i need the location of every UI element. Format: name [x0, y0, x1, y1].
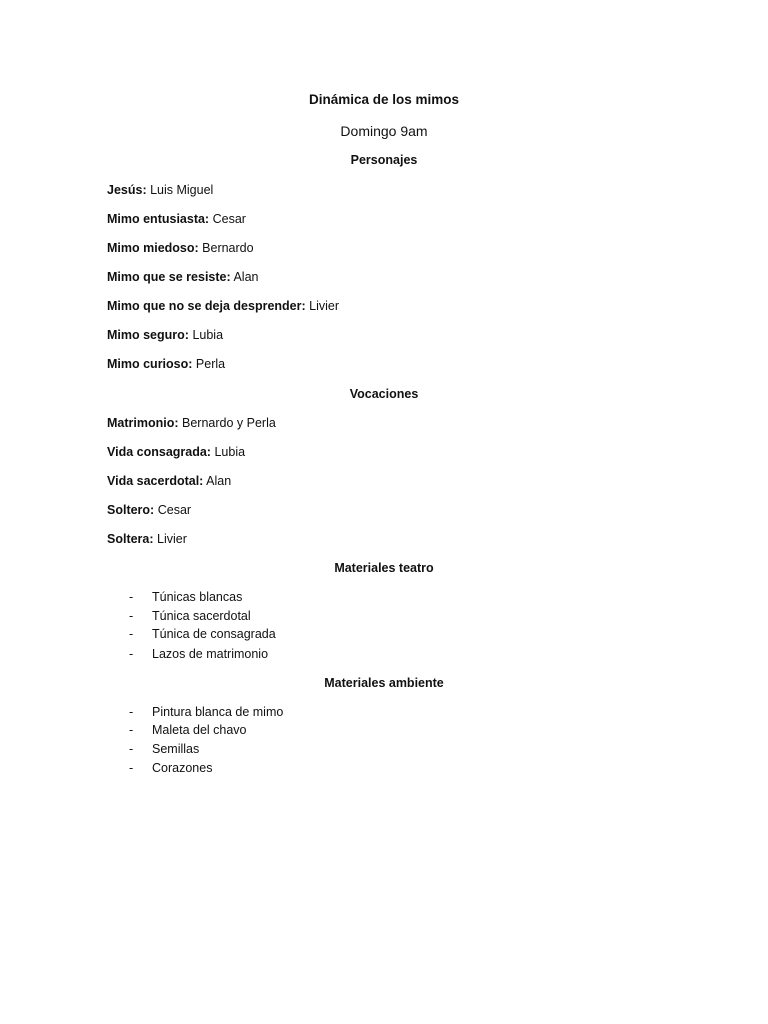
- list-item: [129, 742, 199, 756]
- vocacion-line: [107, 503, 191, 517]
- list-bullet: -: [129, 627, 134, 641]
- vocacion-line: [107, 532, 187, 546]
- personaje-role: Mimo seguro:: [107, 328, 189, 342]
- vocacion-type: Vida consagrada:: [107, 445, 211, 459]
- vocacion-type: Soltera:: [107, 532, 154, 546]
- list-bullet: -: [129, 742, 134, 756]
- list-bullet: -: [129, 590, 134, 604]
- vocacion-type: Soltero:: [107, 503, 155, 517]
- list-item-text: Pintura blanca de mimo: [152, 705, 284, 719]
- personaje-line: [107, 212, 246, 226]
- section-heading-materiales-teatro: Materiales teatro: [334, 561, 434, 575]
- list-bullet: -: [129, 647, 134, 661]
- list-item: [129, 761, 212, 775]
- section-heading-vocaciones: Vocaciones: [349, 387, 419, 401]
- list-item: [129, 647, 268, 661]
- personaje-role: Mimo entusiasta:: [107, 212, 210, 226]
- vocacion-type: Matrimonio:: [107, 416, 179, 430]
- personaje-name: Luis Miguel: [150, 183, 214, 197]
- vocacion-names: Lubia: [214, 445, 246, 459]
- list-item-text: Túnica de consagrada: [152, 627, 276, 641]
- vocacion-names: Bernardo y Perla: [182, 416, 276, 430]
- list-item-text: Maleta del chavo: [152, 723, 247, 737]
- document-title: Dinámica de los mimos: [308, 92, 460, 107]
- personaje-name: Livier: [309, 299, 340, 313]
- list-item-text: Túnica sacerdotal: [152, 609, 251, 623]
- list-item: [129, 627, 276, 641]
- personaje-line: [107, 270, 258, 284]
- section-heading-materiales-ambiente: Materiales ambiente: [324, 676, 444, 690]
- personaje-line: [107, 183, 213, 197]
- personaje-line: [107, 357, 225, 371]
- section-heading-personajes: Personajes: [350, 153, 418, 167]
- list-item: [129, 705, 283, 719]
- personaje-name: Perla: [195, 357, 226, 371]
- personaje-role: Mimo curioso:: [107, 357, 193, 371]
- personaje-name: Bernardo: [202, 241, 254, 255]
- vocacion-line: [107, 474, 231, 488]
- personaje-role: Mimo miedoso:: [107, 241, 199, 255]
- vocacion-type: Vida sacerdotal:: [107, 474, 204, 488]
- vocacion-names: Cesar: [157, 503, 192, 517]
- list-bullet: -: [129, 723, 134, 737]
- list-bullet: -: [129, 761, 134, 775]
- personaje-name: Alan: [233, 270, 259, 284]
- list-item: [129, 590, 242, 604]
- personaje-line: [107, 328, 223, 342]
- list-bullet: -: [129, 705, 134, 719]
- document-subtitle: Domingo 9am: [340, 123, 428, 139]
- personaje-name: Cesar: [212, 212, 246, 226]
- personaje-line: [107, 299, 339, 313]
- personaje-name: Lubia: [192, 328, 224, 342]
- list-item: [129, 723, 247, 737]
- personaje-role: Mimo que se resiste:: [107, 270, 231, 284]
- list-bullet: -: [129, 609, 134, 623]
- vocacion-names: Livier: [157, 532, 187, 546]
- list-item: [129, 609, 251, 623]
- list-item-text: Túnicas blancas: [152, 590, 243, 604]
- list-item-text: Semillas: [152, 742, 200, 756]
- vocacion-line: [107, 416, 276, 430]
- list-item-text: Corazones: [152, 761, 213, 775]
- list-item-text: Lazos de matrimonio: [152, 647, 269, 661]
- vocacion-line: [107, 445, 245, 459]
- personaje-role: Jesús:: [107, 183, 147, 197]
- personaje-line: [107, 241, 254, 255]
- vocacion-names: Alan: [206, 474, 232, 488]
- personaje-role: Mimo que no se deja desprender:: [107, 299, 306, 313]
